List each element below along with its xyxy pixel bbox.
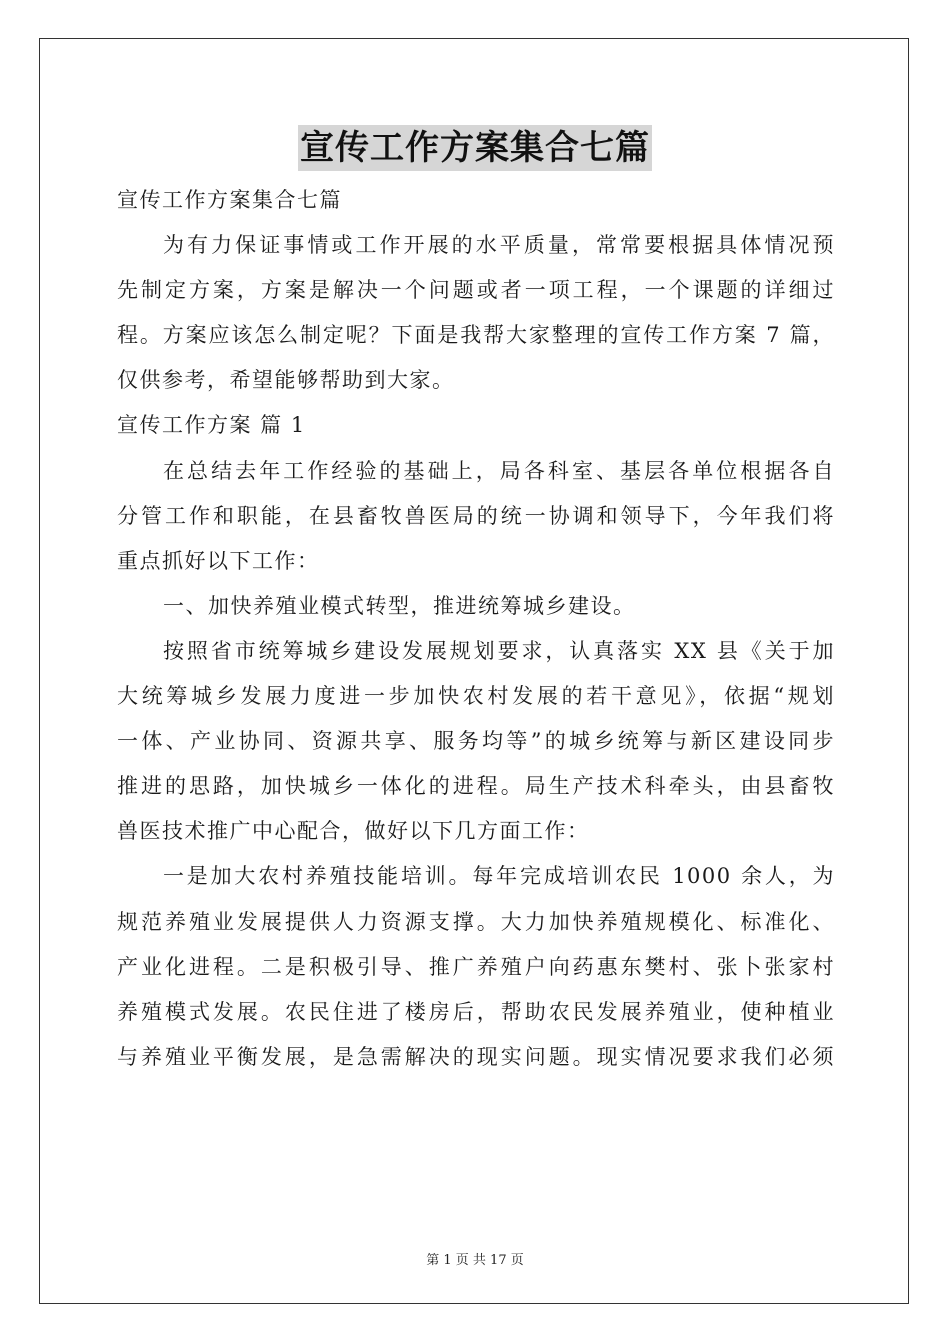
text-line: 养殖模式发展。农民住进了楼房后，帮助农民发展养殖业，使种植业 [117,999,835,1024]
text-line: 产业化进程。二是积极引导、推广养殖户向药惠东樊村、张卜张家村 [117,954,835,979]
text-line: 一是加大农村养殖技能培训。每年完成培训农民 1000 余人，为 [163,864,835,889]
text-line: 为有力保证事情或工作开展的水平质量，常常要根据具体情况预 [163,233,835,258]
document-body [117,178,835,1080]
text-line: 按照省市统筹城乡建设发展规划要求，认真落实 XX 县《关于加 [163,638,835,663]
text-line: 宣传工作方案 篇 1 [117,413,306,438]
document-title: 宣传工作方案集合七篇 [298,125,652,171]
text-line: 宣传工作方案集合七篇 [117,188,342,212]
text-line: 推进的思路，加快城乡一体化的进程。局生产技术科牵头，由县畜牧 [117,774,835,799]
text-line: 一、加快养殖业模式转型，推进统筹城乡建设。 [163,593,636,618]
text-line: 规范养殖业发展提供人力资源支撑。大力加快养殖规模化、标准化、 [117,909,835,934]
text-line: 程。方案应该怎么制定呢？下面是我帮大家整理的宣传工作方案 7 篇， [117,323,835,348]
text-line: 分管工作和职能，在县畜牧兽医局的统一协调和领导下，今年我们将 [117,503,835,528]
page-footer: 第 1 页 共 17 页 [426,1253,524,1268]
text-line: 先制定方案，方案是解决一个问题或者一项工程，一个课题的详细过 [117,278,835,303]
text-line: 大统筹城乡发展力度进一步加快农村发展的若干意见》，依据“规划 [117,684,835,709]
title-container [0,125,950,171]
text-line: 仅供参考，希望能够帮助到大家。 [117,368,455,393]
text-line: 与养殖业平衡发展，是急需解决的现实问题。现实情况要求我们必须 [117,1044,835,1069]
text-line: 兽医技术推广中心配合，做好以下几方面工作： [117,819,590,844]
text-line: 重点抓好以下工作： [117,548,320,573]
text-line: 一体、产业协同、资源共享、服务均等”的城乡统筹与新区建设同步 [117,729,835,754]
text-line: 在总结去年工作经验的基础上，局各科室、基层各单位根据各自 [163,458,835,483]
